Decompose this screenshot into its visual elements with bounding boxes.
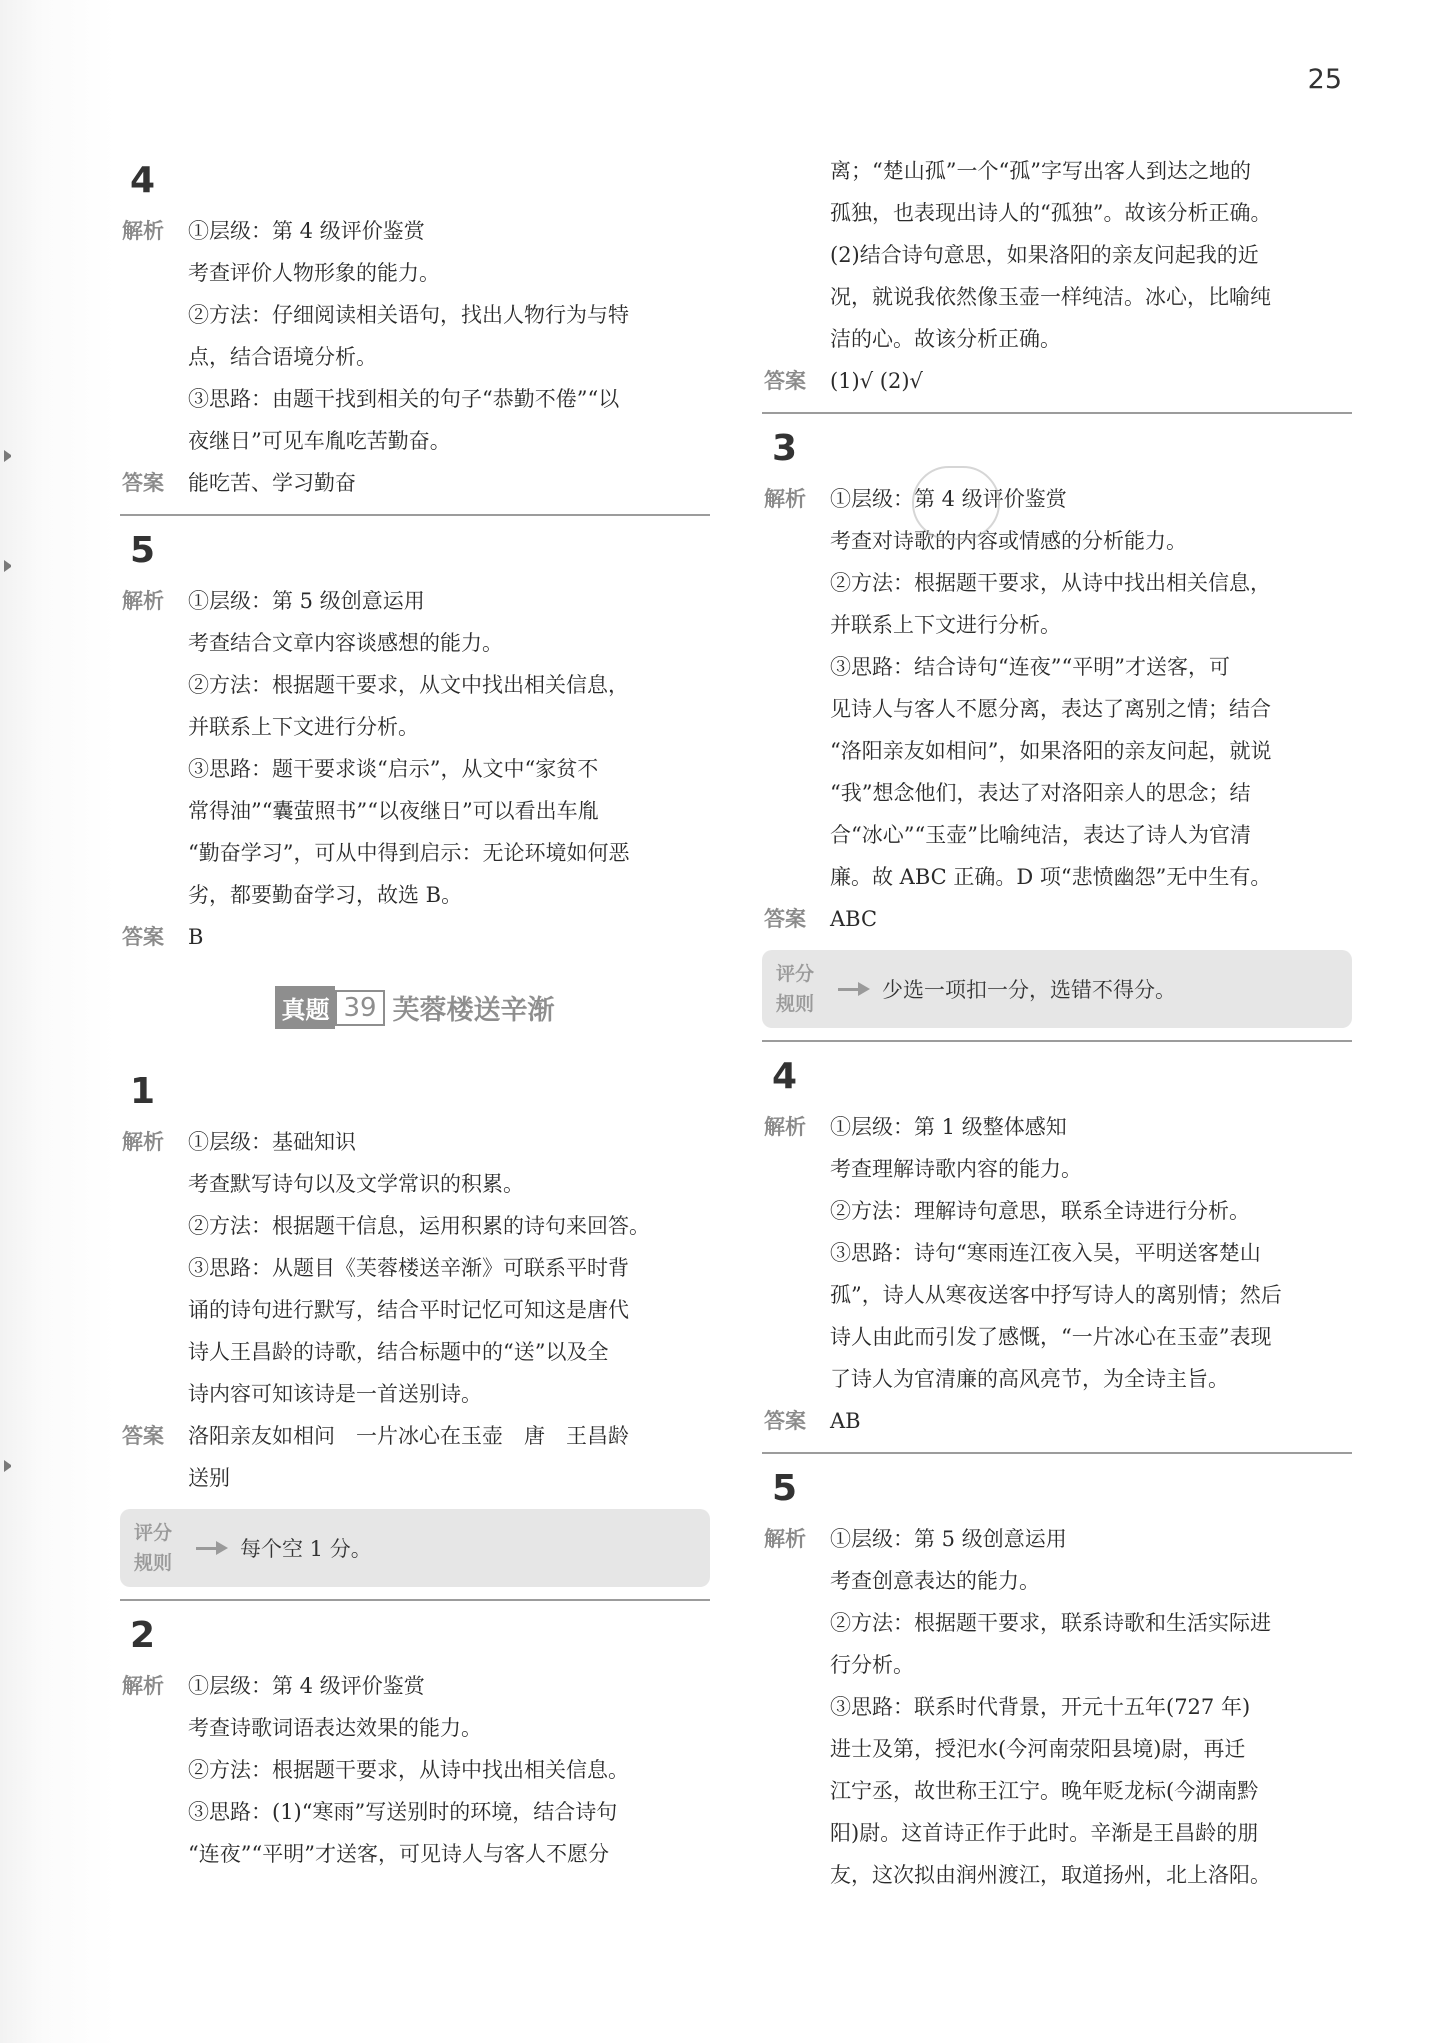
analysis-line: ①层级：基础知识: [188, 1130, 356, 1154]
question-number: 4: [772, 1056, 798, 1097]
analysis-line: 行分析。: [830, 1653, 914, 1677]
scoring-rule-label-line: 规则: [134, 1552, 173, 1574]
poem-question-1-block: [120, 1069, 710, 1601]
analysis-line: 诗内容可知该诗是一首送别诗。: [188, 1382, 482, 1406]
analysis-line: 诗人王昌龄的诗歌，结合标题中的“送”以及全: [188, 1340, 609, 1364]
question-number: 4: [130, 160, 156, 201]
section-divider: [762, 412, 1352, 414]
analysis-line: 诗人由此而引发了感慨，“一片冰心在玉壶”表现: [830, 1325, 1272, 1349]
analysis-line: 劣，都要勤奋学习，故选 B。: [188, 883, 463, 907]
analysis-line: 进士及第，授汜水(今河南荥阳县境)尉，再迁: [830, 1737, 1246, 1761]
analysis-line: “我”想念他们，表达了对洛阳亲人的思念；结: [830, 781, 1251, 805]
analysis-line: “勤奋学习”，可从中得到启示：无论环境如何恶: [188, 841, 630, 865]
analysis-tag: 解析: [764, 1115, 806, 1139]
analysis-line: 友，这次拟由润州渡江，取道扬州，北上洛阳。: [830, 1863, 1271, 1887]
answer-tag: 答案: [764, 907, 806, 931]
analysis-text: [188, 210, 710, 462]
analysis-line: 洁的心。故该分析正确。: [830, 327, 1061, 351]
poem-question-3-block: [762, 426, 1352, 1042]
question-4-block: [120, 158, 710, 516]
analysis-tag: 解析: [122, 1674, 164, 1698]
page-number: 25: [1307, 64, 1342, 95]
analysis-line: 并联系上下文进行分析。: [188, 715, 419, 739]
page-edge-mark: [4, 1460, 12, 1472]
analysis-line: ①层级：第 5 级创意运用: [830, 1527, 1067, 1551]
analysis-tag: 解析: [122, 219, 164, 243]
scoring-rule-box: [120, 1509, 710, 1587]
scoring-rule-label-line: 评分: [776, 963, 815, 985]
analysis-tag: 解析: [122, 589, 164, 613]
analysis-line: 廉。故 ABC 正确。D 项“悲愤幽怨”无中生有。: [830, 865, 1272, 889]
analysis-line: 孤独，也表现出诗人的“孤独”。故该分析正确。: [830, 201, 1272, 225]
analysis-line: ②方法：根据题干要求，从文中找出相关信息，: [188, 673, 629, 697]
scoring-rule-label: [776, 959, 828, 1019]
analysis-line: 考查理解诗歌内容的能力。: [830, 1157, 1082, 1181]
analysis-line: ②方法：仔细阅读相关语句，找出人物行为与特: [188, 303, 629, 327]
analysis-line: 孤”，诗人从寒夜送客中抒写诗人的离别情；然后: [830, 1283, 1282, 1307]
analysis-line: ①层级：第 5 级创意运用: [188, 589, 425, 613]
answer-tag: 答案: [122, 471, 164, 495]
analysis-tag: 解析: [122, 1130, 164, 1154]
arrow-right-icon: [838, 979, 872, 999]
analysis-line: 考查评价人物形象的能力。: [188, 261, 440, 285]
answer-text: AB: [830, 1409, 861, 1433]
answer-text: 能吃苦、学习勤奋: [188, 471, 356, 495]
section-title-number: 39: [335, 990, 384, 1026]
answer-text: B: [188, 925, 204, 949]
section-title-prefix: 真题: [275, 986, 335, 1029]
analysis-line: 况，就说我依然像玉壶一样纯洁。冰心，比喻纯: [830, 285, 1271, 309]
analysis-text: [188, 580, 710, 916]
analysis-line: ①层级：第 4 级评价鉴赏: [830, 487, 1067, 511]
right-column: [762, 150, 1352, 1896]
analysis-line: ②方法：根据题干要求，从诗中找出相关信息。: [188, 1758, 629, 1782]
answer-tag: 答案: [122, 925, 164, 949]
section-divider: [762, 1040, 1352, 1042]
question-number: 5: [772, 1468, 798, 1509]
analysis-line: ③思路：从题目《芙蓉楼送辛渐》可联系平时背: [188, 1256, 629, 1280]
answer-line: 送别: [188, 1466, 230, 1490]
section-title: [120, 986, 710, 1029]
question-number: 3: [772, 428, 798, 469]
poem-question-5-block: [762, 1466, 1352, 1896]
analysis-line: 合“冰心”“玉壶”比喻纯洁，表达了诗人为官清: [830, 823, 1251, 847]
analysis-line: ②方法：根据题干要求，从诗中找出相关信息，: [830, 571, 1271, 595]
analysis-line: ③思路：联系时代背景，开元十五年(727 年): [830, 1695, 1251, 1719]
analysis-line: ③思路：题干要求谈“启示”，从文中“家贫不: [188, 757, 599, 781]
analysis-line: ③思路：诗句“寒雨连江夜入吴，平明送客楚山: [830, 1241, 1261, 1265]
analysis-line: ③思路：由题干找到相关的句子“恭勤不倦”“以: [188, 387, 620, 411]
analysis-line: 考查结合文章内容谈感想的能力。: [188, 631, 503, 655]
question-number: 2: [130, 1615, 156, 1656]
poem-question-2-continued: [762, 150, 1352, 414]
analysis-line: 了诗人为官清廉的高风亮节，为全诗主旨。: [830, 1367, 1229, 1391]
scoring-rule-label: [134, 1518, 186, 1578]
analysis-line: “连夜”“平明”才送客，可见诗人与客人不愿分: [188, 1842, 609, 1866]
poem-question-2-block: [120, 1613, 710, 1875]
analysis-line: 诵的诗句进行默写，结合平时记忆可知这是唐代: [188, 1298, 629, 1322]
scoring-rule-text: 每个空 1 分。: [240, 1537, 372, 1561]
section-divider: [120, 1599, 710, 1601]
analysis-text: [830, 150, 1352, 360]
analysis-line: ③思路：(1)“寒雨”写送别时的环境，结合诗句: [188, 1800, 618, 1824]
answer-text: (1)√ (2)√: [830, 369, 923, 393]
analysis-line: 考查默写诗句以及文学常识的积累。: [188, 1172, 524, 1196]
poem-question-4-block: [762, 1054, 1352, 1454]
section-divider: [120, 514, 710, 516]
page-edge-mark: [4, 450, 12, 462]
scoring-rule-box: [762, 950, 1352, 1028]
analysis-line: 并联系上下文进行分析。: [830, 613, 1061, 637]
analysis-text: [188, 1121, 710, 1415]
analysis-line: 考查创意表达的能力。: [830, 1569, 1040, 1593]
analysis-text: [830, 1106, 1352, 1400]
analysis-line: 夜继日”可见车胤吃苦勤奋。: [188, 429, 451, 453]
analysis-line: “洛阳亲友如相问”，如果洛阳的亲友问起，就说: [830, 739, 1272, 763]
question-number: 5: [130, 530, 156, 571]
analysis-line: 江宁丞，故世称王江宁。晚年贬龙标(今湖南黔: [830, 1779, 1259, 1803]
analysis-text: [830, 478, 1352, 898]
analysis-line: ③思路：结合诗句“连夜”“平明”才送客，可: [830, 655, 1230, 679]
analysis-line: ②方法：根据题干信息，运用积累的诗句来回答。: [188, 1214, 650, 1238]
answer-text: ABC: [830, 907, 878, 931]
analysis-line: 见诗人与客人不愿分离，表达了离别之情；结合: [830, 697, 1271, 721]
analysis-line: 离；“楚山孤”一个“孤”字写出客人到达之地的: [830, 159, 1251, 183]
scoring-rule-label-line: 规则: [776, 993, 815, 1015]
arrow-right-icon: [196, 1538, 230, 1558]
question-5-block: [120, 528, 710, 958]
analysis-line: ②方法：根据题干要求，联系诗歌和生活实际进: [830, 1611, 1271, 1635]
left-column: [120, 150, 710, 1875]
answer-tag: 答案: [764, 1409, 806, 1433]
analysis-tag: 解析: [764, 1527, 806, 1551]
scoring-rule-text: 少选一项扣一分，选错不得分。: [882, 978, 1176, 1002]
analysis-text: [830, 1518, 1352, 1896]
analysis-line: ①层级：第 4 级评价鉴赏: [188, 1674, 425, 1698]
analysis-line: (2)结合诗句意思，如果洛阳的亲友问起我的近: [830, 243, 1259, 267]
section-title-name: 芙蓉楼送辛渐: [392, 995, 555, 1026]
analysis-text: [188, 1665, 710, 1875]
analysis-line: 常得油”“囊萤照书”“以夜继日”可以看出车胤: [188, 799, 599, 823]
analysis-tag: 解析: [764, 487, 806, 511]
question-number: 1: [130, 1071, 156, 1112]
answer-tag: 答案: [764, 369, 806, 393]
analysis-line: 点，结合语境分析。: [188, 345, 377, 369]
analysis-line: 阳)尉。这首诗正作于此时。辛渐是王昌龄的朋: [830, 1821, 1259, 1845]
scoring-rule-label-line: 评分: [134, 1522, 173, 1544]
answer-tag: 答案: [122, 1424, 164, 1448]
answer-line: 洛阳亲友如相问 一片冰心在玉壶 唐 王昌龄: [188, 1424, 629, 1448]
analysis-line: ②方法：理解诗句意思，联系全诗进行分析。: [830, 1199, 1250, 1223]
page-edge-mark: [4, 560, 12, 572]
analysis-line: 考查对诗歌的内容或情感的分析能力。: [830, 529, 1187, 553]
analysis-line: ①层级：第 4 级评价鉴赏: [188, 219, 425, 243]
section-divider: [762, 1452, 1352, 1454]
stamp-seal: [912, 466, 1000, 540]
answer-text: [188, 1415, 710, 1499]
analysis-line: 考查诗歌词语表达效果的能力。: [188, 1716, 482, 1740]
analysis-line: ①层级：第 1 级整体感知: [830, 1115, 1067, 1139]
